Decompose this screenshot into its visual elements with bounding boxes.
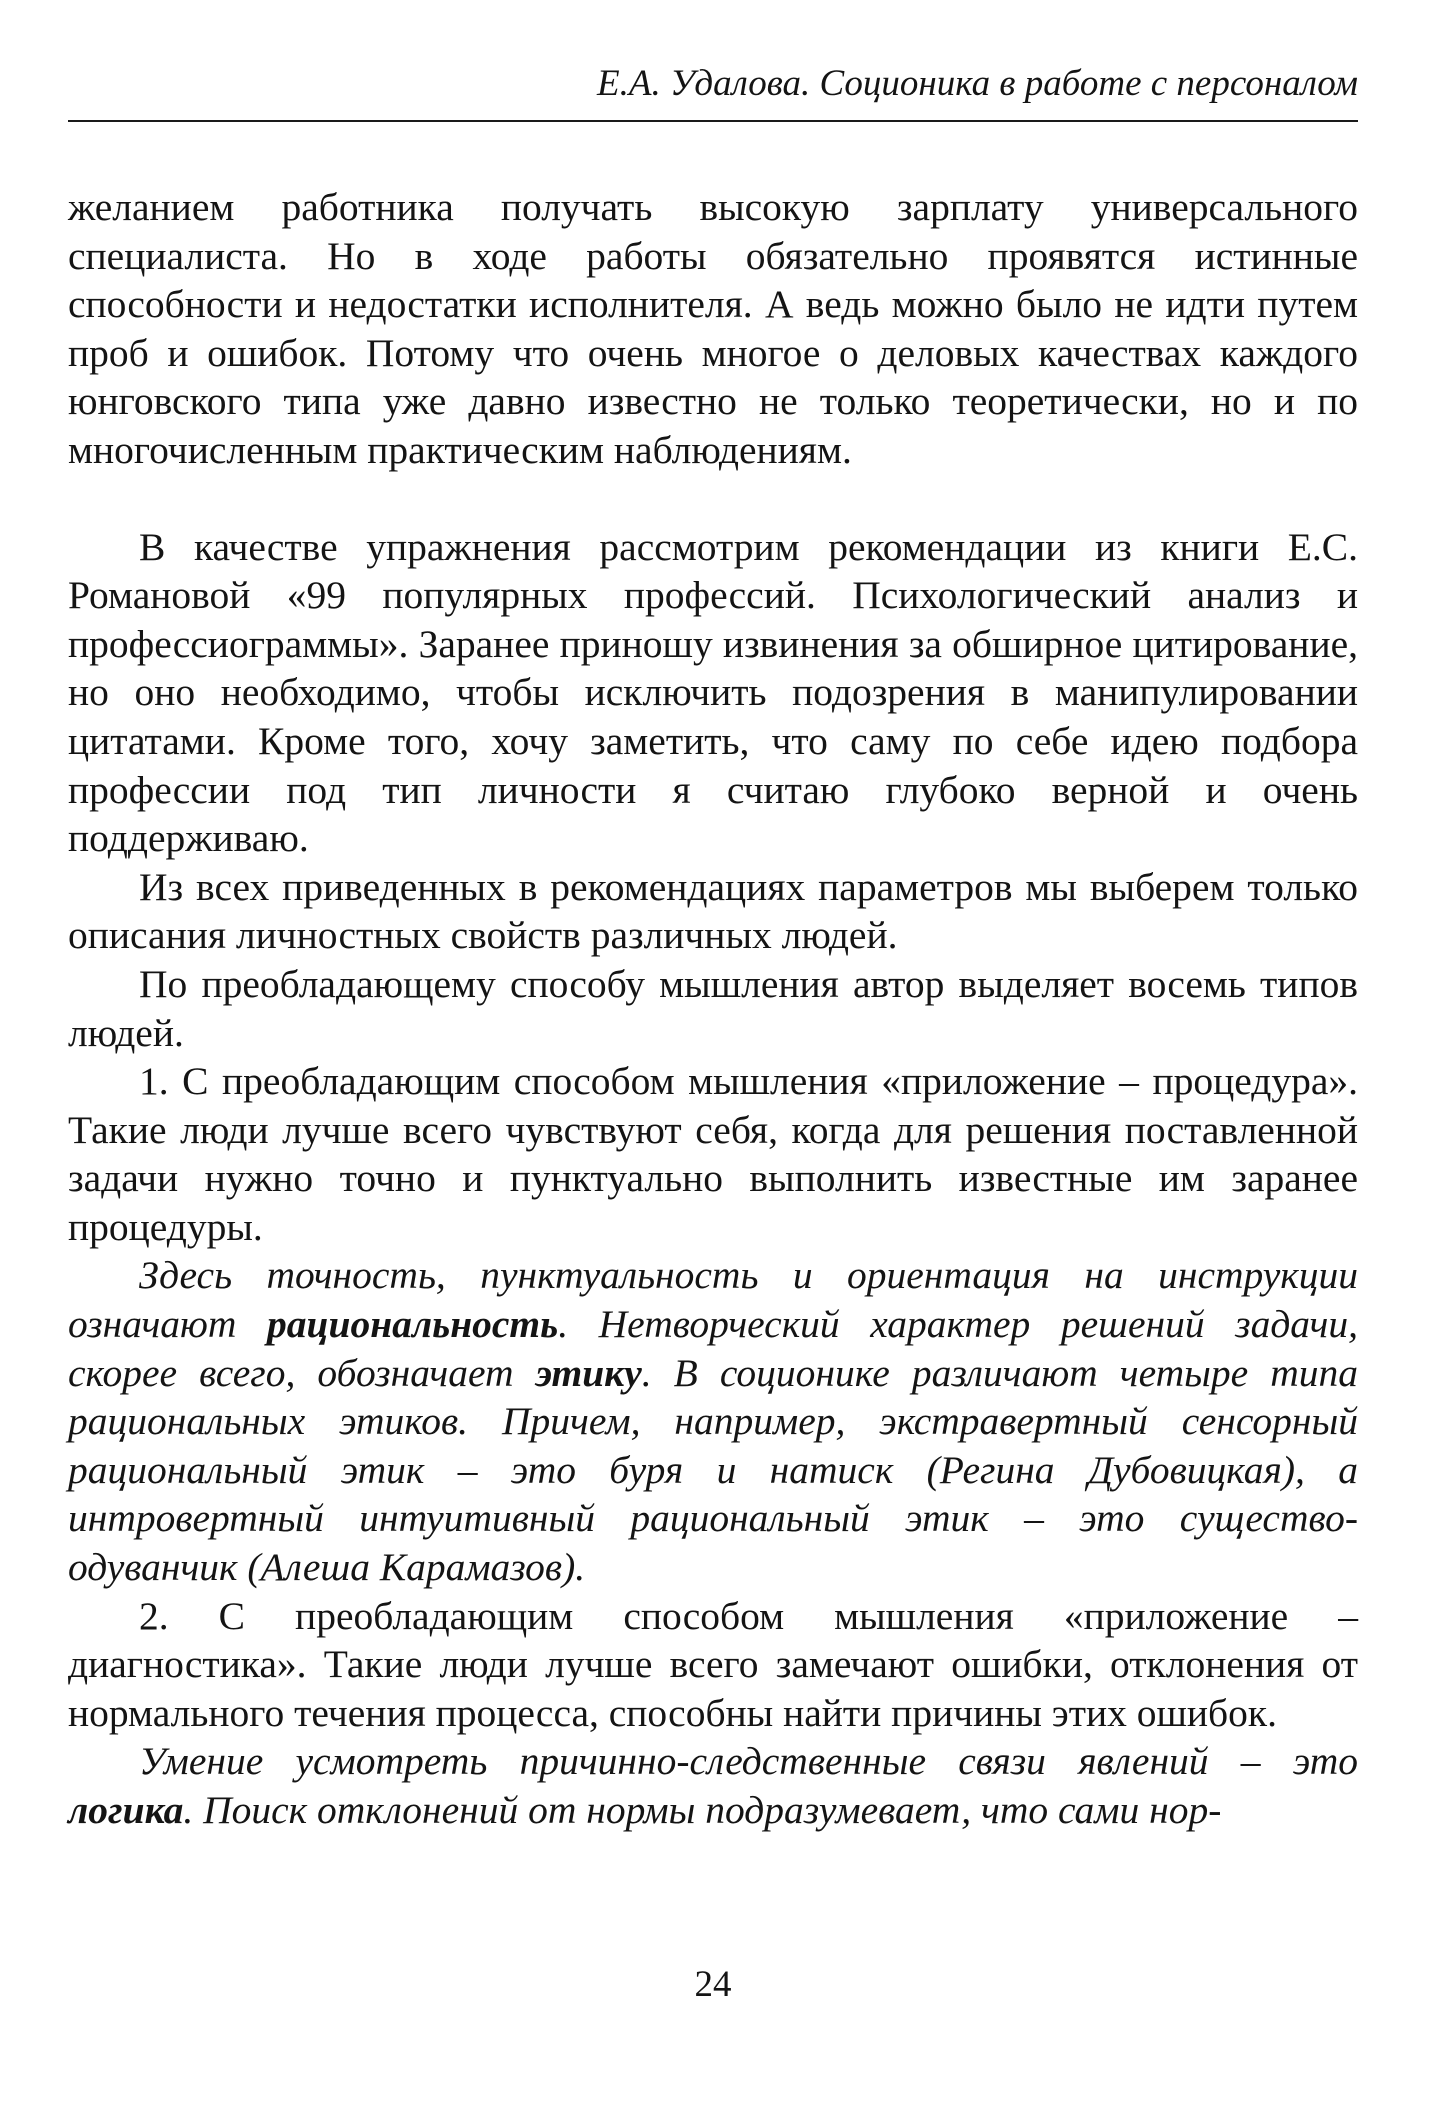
- book-page: [68, 0, 1358, 2111]
- commentary-text: Здесь точность, пунктуальность и ориентация на инструкции означают: [68, 1253, 1358, 1347]
- paragraph-continuation: желанием работника получать высокую зарплату универсального специалиста. Но в ходе работы обязательно проявятся истинные способности и недостатки исполнителя. А ведь можно было не идти путем проб и ошибок. Потому что очень многое о деловых качествах каждого юнговского типа уже давно известно не только теоретически, но и по многочисленным практическим наблюдениям.: [68, 185, 1358, 472]
- paragraph-eight-types: По преобладающему способу мышления автор выделяет восемь типов людей.: [68, 961, 1358, 1055]
- body-text: [68, 183, 1358, 1835]
- term-rationality: рациональность: [267, 1302, 559, 1347]
- commentary-type-2: [68, 1737, 1358, 1834]
- term-ethics: этику: [535, 1350, 642, 1395]
- commentary-text: . В соционике различают четыре типа рациональных этиков. Причем, например, экстравертный сенсорный рациональный этик – это буря и натиск (Регина Дубовицкая), а интровертный интуитивный рациональный этик – это существо-одуванчик (Алеша Карамазов).: [68, 1350, 1358, 1590]
- commentary-text: . Нетворческий характер решений задачи, скорее всего, обозначает: [68, 1302, 1359, 1395]
- paragraph-exercise-intro: В качестве упражнения рассмотрим рекомендации из книги Е.С. Романовой «99 популярных профессий. Психологический анализ и профессиограммы». Заранее приношу извинения за обширное цитирование, но оно необходимо, чтобы исключить подозрения в манипулировании цитатами. Кроме того, хочу заметить, что саму по себе идею подбора профессии под тип личности я считаю глубоко верной и очень поддерживаю.: [68, 524, 1358, 861]
- header-rule: [68, 120, 1358, 122]
- paragraph-parameters: Из всех приведенных в рекомендациях параметров мы выберем только описания личностных свойств различных людей.: [68, 864, 1358, 958]
- page-number: 24: [694, 1964, 732, 2005]
- commentary-text: . Поиск отклонений от нормы подразумевает, что сами нор-: [183, 1788, 1222, 1832]
- paragraph-type-1: 1. С преобладающим способом мышления «приложение – процедура». Такие люди лучше всего чувствуют себя, когда для решения поставленной задачи нужно точно и пунктуально выполнить известные им заранее процедуры.: [68, 1059, 1358, 1249]
- term-logic: логика: [68, 1788, 184, 1832]
- running-head: Е.А. Удалова. Соционика в работе с персоналом: [597, 63, 1358, 104]
- paragraph-type-2: 2. С преобладающим способом мышления «приложение – диагностика». Такие люди лучше всего замечают ошибки, отклонения от нормального течения процесса, способны найти причины этих ошибок.: [68, 1593, 1358, 1735]
- commentary-type-1: [68, 1251, 1358, 1591]
- commentary-text: Умение усмотреть причинно-следственные связи явлений – это: [139, 1739, 1358, 1784]
